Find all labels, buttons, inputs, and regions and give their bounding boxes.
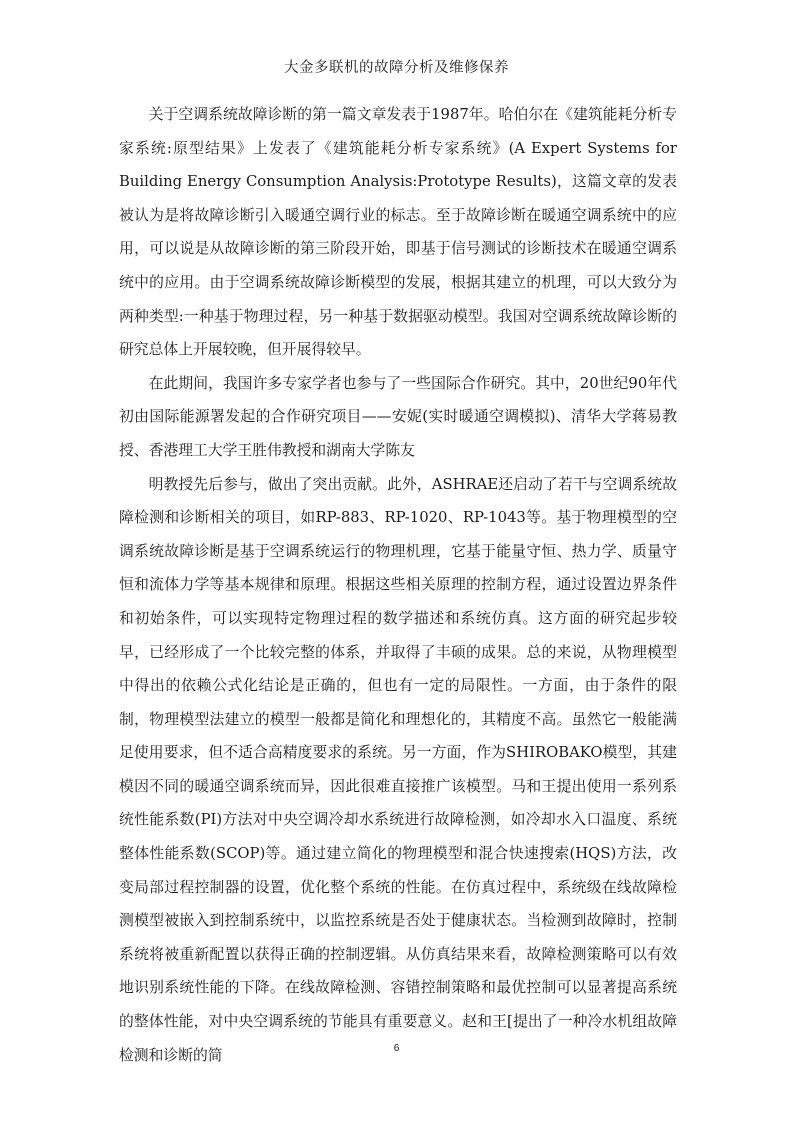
body-text [119, 98, 677, 1072]
page-number: 6 [393, 1043, 400, 1054]
paragraph: 在此期间，我国许多专家学者也参与了一些国际合作研究。其中，20世纪90年代初由国际能源署发起的合作研究项目——安妮(实时暖通空调模拟)、清华大学蒋易教授、香港理工大学王胜伟教授和湖南大学陈友 [119, 374, 677, 459]
paragraph: 关于空调系统故障诊断的第一篇文章发表于1987年。哈伯尔在《建筑能耗分析专家系统:原型结果》上发表了《建筑能耗分析专家系统》(A Expert Systems for Building Energy Consumption Analysis:Prototype Results)，这篇文章的发表被认为是将故障诊断引入暖通空调行业的标志。至于故障诊断在暖通空调系统中的应用，可以说是从故障诊断的第三阶段开始，即基于信号测试的诊断技术在暖通空调系统中的应用。由于空调系统故障诊断模型的发展，根据其建立的机理，可以大致分为两种类型:一种基于物理过程，另一种基于数据驱动模型。我国对空调系统故障诊断的研究总体上开展较晚，但开展得较早。 [119, 106, 677, 359]
paragraph: 明教授先后参与，做出了突出贡献。此外，ASHRAE还启动了若干与空调系统故障检测和诊断相关的项目，如RP-883、RP-1020、RP-1043等。基于物理模型的空调系统故障诊断是基于空调系统运行的物理机理，它基于能量守恒、热力学、质量守恒和流体力学等基本规律和原理。根据这些相关原理的控制方程，通过设置边界条件和初始条件，可以实现特定物理过程的数学描述和系统仿真。这方面的研究起步较早，已经形成了一个比较完整的体系，并取得了丰硕的成果。总的来说，从物理模型中得出的依赖公式化结论是正确的，但也有一定的局限性。一方面，由于条件的限制，物理模型法建立的模型一般都是简化和理想化的，其精度不高。虽然它一般能满足使用要求，但不适合高精度要求的系统。另一方面，作为SHIROBAKO模型，其建模因不同的暖通空调系统而异，因此很难直接推广该模型。马和王提出使用一系列系统性能系数(PI)方法对中央空调冷却水系统进行故障检测，如冷却水入口温度、系统整体性能系数(SCOP)等。通过建立简化的物理模型和混合快速搜索(HQS)方法，改变局部过程控制器的设置，优化整个系统的性能。在仿真过程中，系统级在线故障检测模型被嵌入到控制系统中，以监控系统是否处于健康状态。当检测到故障时，控制系统将被重新配置以获得正确的控制逻辑。从仿真结果来看，故障检测策略可以有效地识别系统性能的下降。在线故障检测、容错控制策略和最优控制可以显著提高系统的整体性能，对中央空调系统的节能具有重要意义。赵和王[提出了一种冷水机组故障检测和诊断的简 [119, 475, 677, 1064]
running-header: 大金多联机的故障分析及维修保养 [284, 60, 509, 76]
